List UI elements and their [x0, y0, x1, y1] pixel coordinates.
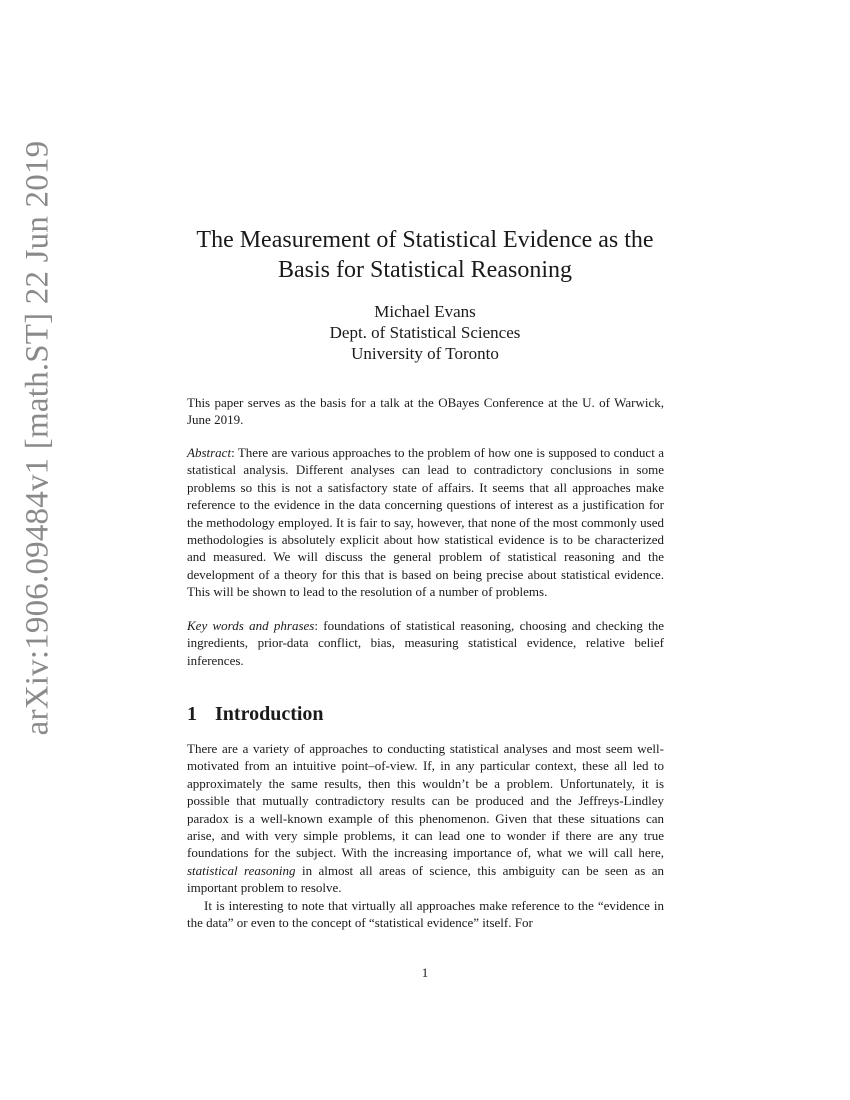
keywords-text: : foundations of statistical reasoning, choosing and checking the ingredients, prior-data conflict, bias, measuring statistical evidence, relative belief inferences. — [187, 618, 664, 668]
keywords-label: Key words and phrases — [187, 618, 315, 633]
abstract-label: Abstract — [187, 445, 232, 460]
intro-p1-text-a: There are a variety of approaches to conducting statistical analyses and most seem well-motivated from an intuitive point–of-view. If, in any particular context, these all led to approximately the same results, then this wouldn’t be a problem. Unfortunately, it is possible that mutually contradictory results can be produced and the Jeffreys-Lindley paradox is a well-known example of this phenomenon. Given that these situations can arise, and with very simple problems, it can lead one to wonder if there are any true foundations for the subject. With the increasing importance of, what we will call here, — [187, 741, 664, 861]
abstract — [187, 444, 664, 601]
intro-body — [187, 740, 664, 931]
arxiv-id: arXiv:1906.09484v1 [math.ST] 22 Jun 2019 — [19, 140, 56, 736]
section-title: Introduction — [215, 703, 324, 725]
author-block — [150, 301, 700, 364]
talk-note-text: This paper serves as the basis for a talk at the OBayes Conference at the U. of Warwick, June 2019. — [187, 395, 664, 428]
intro-paragraph-1 — [187, 740, 664, 897]
keywords — [187, 617, 664, 669]
section-heading — [187, 703, 324, 726]
abstract-paragraph — [187, 444, 664, 601]
title-line-2: Basis for Statistical Reasoning — [278, 257, 572, 283]
author-name: Michael Evans — [374, 302, 476, 321]
author-dept: Dept. of Statistical Sciences — [329, 323, 521, 342]
section-number: 1 — [187, 703, 197, 725]
paper-title — [150, 225, 700, 285]
intro-p1-emphasis: statistical reasoning — [187, 862, 296, 878]
keywords-paragraph — [187, 617, 664, 669]
intro-paragraph-2: It is interesting to note that virtually all approaches make reference to the “evidence in the data” or even to the concept of “statistical evidence” itself. For — [187, 897, 664, 931]
abstract-text: : There are various approaches to the problem of how one is supposed to conduct a statistical analysis. Different analyses can lead to contradictory conclusions in some problems so this is not a satisfactory state of affairs. It seems that all approaches make reference to the evidence in the data concerning questions of interest as a justification for the methodology employed. It is fair to say, however, that none of the most commonly used methodologies is absolutely explicit about how statistical evidence is to be characterized and measured. We will discuss the general problem of statistical reasoning and the development of a theory for this that is based on being precise about statistical evidence. This will be shown to lead to the resolution of a number of problems. — [187, 445, 664, 600]
title-line-1: The Measurement of Statistical Evidence as the — [196, 227, 654, 253]
talk-note — [187, 394, 664, 429]
author-university: University of Toronto — [351, 344, 499, 363]
page-number: 1 — [421, 965, 429, 980]
intro-p1-text-b: in almost all areas of science, this ambiguity can be seen as an important problem to resolve. — [187, 862, 664, 896]
